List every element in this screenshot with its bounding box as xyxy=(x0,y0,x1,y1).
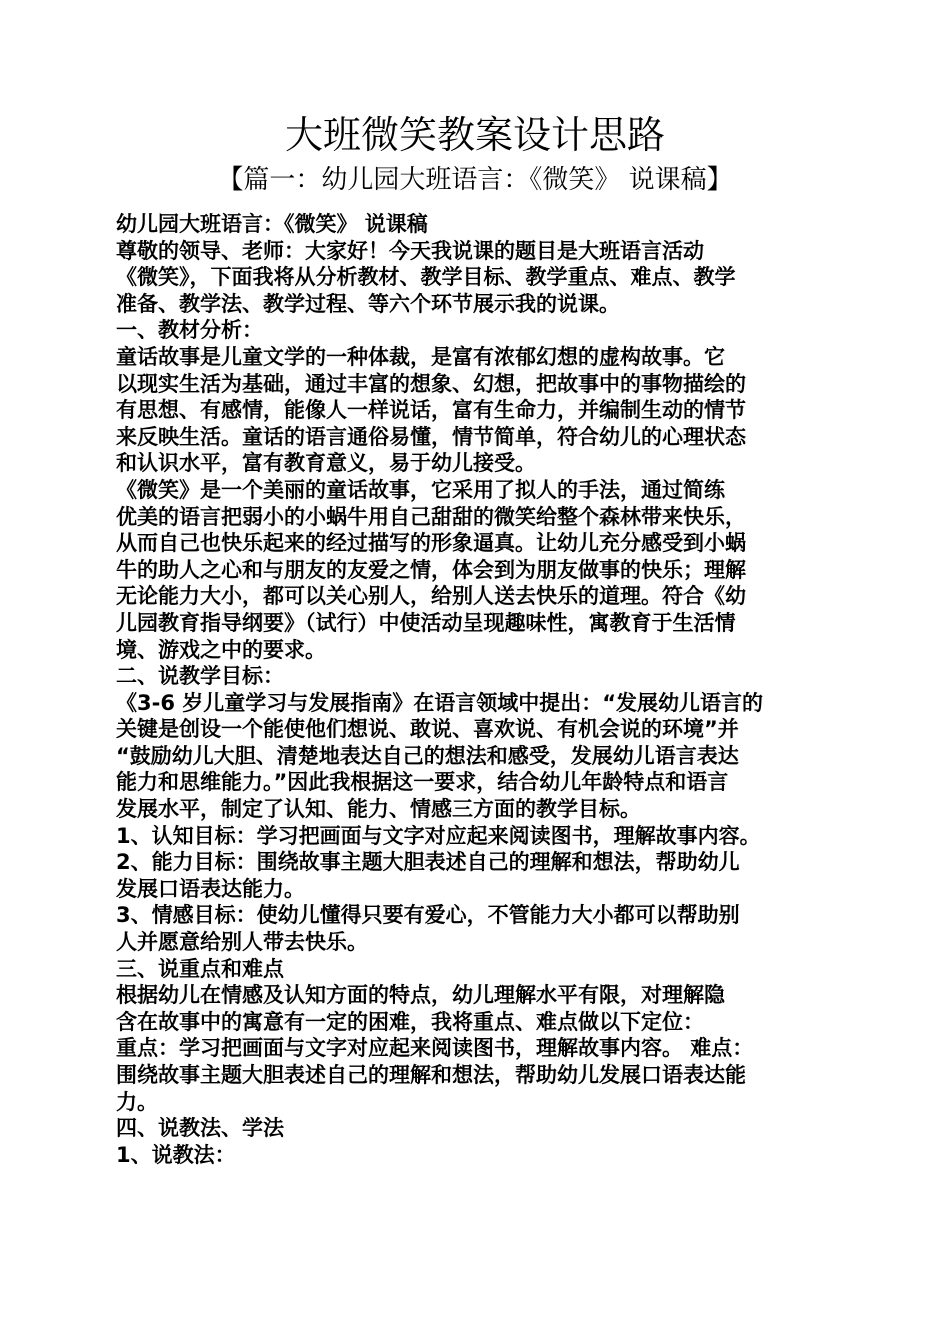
body-line: 力。 xyxy=(116,1089,158,1114)
body-line: 牛的助人之心和与朋友的友爱之情，体会到为朋友做事的快乐；理解 xyxy=(116,557,746,582)
body-line: 围绕故事主题大胆表述自己的理解和想法，帮助幼儿发展口语表达能 xyxy=(116,1063,746,1087)
body-line: 童话故事是儿童文学的一种体裁，是富有浓郁幻想的虚构故事。它 xyxy=(116,344,725,369)
body-line: 一、教材分析： xyxy=(116,318,263,343)
body-line: “鼓励幼儿大胆、清楚地表达自己的想法和感受，发展幼儿语言表达 xyxy=(116,743,739,768)
body-line: 准备、教学法、教学过程、等六个环节展示我的说课。 xyxy=(116,291,620,316)
body-line: 优美的语言把弱小的小蜗牛用自己甜甜的微笑给整个森林带来快乐， xyxy=(116,504,746,529)
body-line: 含在故事中的寓意有一定的困难，我将重点、难点做以下定位： xyxy=(116,1009,704,1034)
body-line: 从而自己也快乐起来的经过描写的形象逼真。让幼儿充分感受到小蜗 xyxy=(116,531,746,556)
body-line: 四、说教法、学法 xyxy=(116,1116,284,1141)
body-line: 三、说重点和难点 xyxy=(116,956,284,981)
document-title: 大班微笑教案设计思路 xyxy=(284,113,665,157)
body-line: 能力和思维能力。”因此我根据这一要求，结合幼儿年龄特点和语言 xyxy=(116,770,729,795)
body-line: 有思想、有感情，能像人一样说话，富有生命力，并编制生动的情节 xyxy=(116,398,746,423)
body-line: 尊敬的领导、老师：大家好！今天我说课的题目是大班语言活动 xyxy=(116,238,704,263)
document-subtitle: 【篇一：幼儿园大班语言：《微笑》 说课稿】 xyxy=(217,165,733,195)
body-line: 幼儿园大班语言：《微笑》 说课稿 xyxy=(116,212,428,236)
document-body xyxy=(116,211,840,1168)
body-line: 3、情感目标：使幼儿懂得只要有爱心，不管能力大小都可以帮助别 xyxy=(116,903,740,928)
body-line: 2、能力目标：围绕故事主题大胆表述自己的理解和想法，帮助幼儿 xyxy=(116,850,740,875)
body-line: 境、游戏之中的要求。 xyxy=(116,637,326,662)
body-line: 关键是创设一个能使他们想说、敢说、喜欢说、有机会说的环境”并 xyxy=(116,717,739,742)
body-line: 无论能力大小，都可以关心别人，给别人送去快乐的道理。符合《幼 xyxy=(116,584,746,609)
body-line: 人并愿意给别人带去快乐。 xyxy=(116,930,368,955)
body-line: 《微笑》，下面我将从分析教材、教学目标、教学重点、难点、教学 xyxy=(116,265,736,290)
body-line: 儿园教育指导纲要》（试行）中使活动呈现趣味性，寓教育于生活情 xyxy=(116,610,736,635)
body-line: 1、说教法： xyxy=(116,1142,236,1167)
body-line: 重点：学习把画面与文字对应起来阅读图书，理解故事内容。 难点： xyxy=(116,1036,754,1061)
body-line: 和认识水平，富有教育意义，易于幼儿接受。 xyxy=(116,451,536,476)
body-line: 《3-6 岁儿童学习与发展指南》在语言领域中提出：“发展幼儿语言的 xyxy=(116,690,764,715)
body-line: 来反映生活。童话的语言通俗易懂，情节简单，符合幼儿的心理状态 xyxy=(116,424,746,449)
body-line: 根据幼儿在情感及认知方面的特点，幼儿理解水平有限，对理解隐 xyxy=(116,983,725,1008)
body-line: 《微笑》是一个美丽的童话故事，它采用了拟人的手法，通过简练 xyxy=(116,477,725,502)
body-line: 以现实生活为基础，通过丰富的想象、幻想，把故事中的事物描绘的 xyxy=(116,371,746,396)
body-line: 发展口语表达能力。 xyxy=(116,876,305,901)
body-line: 二、说教学目标： xyxy=(116,664,284,689)
body-line: 1、认知目标：学习把画面与文字对应起来阅读图书，理解故事内容。 xyxy=(116,823,761,848)
body-line: 发展水平，制定了认知、能力、情感三方面的教学目标。 xyxy=(116,797,641,822)
